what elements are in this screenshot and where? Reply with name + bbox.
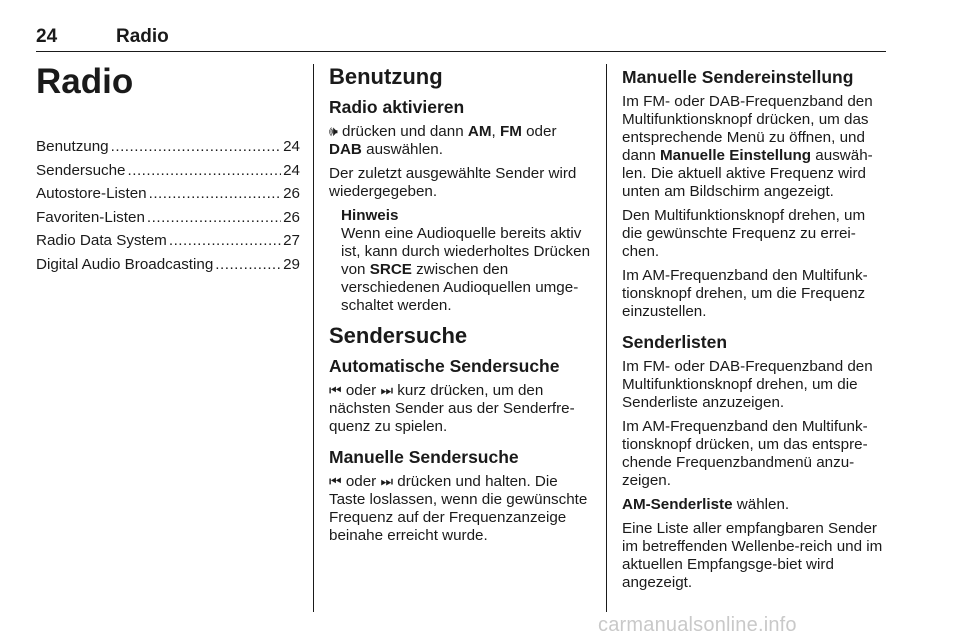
toc-entry-page: 26: [283, 185, 300, 202]
paragraph-am-senderliste: AM-Senderliste wählen.: [622, 496, 790, 513]
skip-back-icon: ⏮: [329, 474, 342, 490]
toc-entry-label: Favoriten-Listen: [36, 208, 145, 226]
toc-entry-label: Autostore-Listen: [36, 185, 147, 202]
toc-entry-label: Digital Audio Broadcasting: [36, 255, 214, 273]
toc-entry-page: 26: [283, 208, 300, 226]
paragraph-frequenz-drehen: Den Multifunktionsknopf drehen, um die gewünschte Frequenz zu errei-chen.: [622, 207, 866, 260]
heading-manuelle-sendersuche: Manuelle Sendersuche: [329, 447, 519, 467]
toc-entry-sendersuche[interactable]: [36, 162, 300, 186]
note-title: Hinweis: [341, 207, 399, 224]
paragraph-radio-aktivieren: 🕪 drücken und dann AM, FM oder DAB auswählen.: [329, 123, 557, 158]
paragraph-automatische-sendersuche: ⏮ oder ⏭ kurz drücken, um den nächsten Sender aus der Senderfre-quenz zu spielen.: [329, 382, 575, 435]
toc-entry-page: 24: [283, 161, 300, 179]
heading-manuelle-sendereinstellung: Manuelle Sendereinstellung: [622, 67, 854, 87]
paragraph-liste-empfangbar: Eine Liste aller empfangbaren Sender im betreffenden Wellenbe-reich und im aktuellen Empfangsge-biet wird angezeigt.: [622, 520, 883, 591]
toc-column: [36, 60, 300, 279]
content-column-3: [622, 60, 887, 598]
header-rule: [36, 51, 886, 52]
heading-senderlisten: Senderlisten: [622, 332, 728, 352]
heading-benutzung: Benutzung: [329, 64, 443, 89]
toc-entry-label: Sendersuche: [36, 161, 126, 179]
toc-entry-dab[interactable]: [36, 256, 300, 280]
column-divider-2: [606, 64, 607, 612]
paragraph-am-frequenz: Im AM-Frequenzband den Multifunk-tionsknopf drehen, um die Frequenz einzustellen.: [622, 267, 868, 320]
toc-entry-label: Benutzung: [36, 138, 109, 155]
paragraph-manuelle-sendersuche: ⏮ oder ⏭ drücken und halten. Die Taste loslassen, wenn die gewünschte Frequenz auf der Frequenzanzeige beinahe erreicht wurde.: [329, 473, 588, 544]
paragraph-manuelle-einstellung: Im FM- oder DAB-Frequenzband den Multifunktionsknopf drücken, um das entsprechende Menü zu öffnen, und dann Manuelle Einstellung auswäh-len. Die aktuell aktive Frequenz wird unten am Bildschirm angezeigt.: [622, 93, 873, 200]
heading-automatische-sendersuche: Automatische Sendersuche: [329, 356, 560, 376]
heading-radio-aktivieren: Radio aktivieren: [329, 97, 465, 117]
toc-entry-label: Radio Data System: [36, 232, 167, 249]
paragraph-senderliste-am: Im AM-Frequenzband den Multifunk-tionsknopf drücken, um das entspre-chende Frequenzbandmenü anzu-zeigen.: [622, 418, 868, 489]
watermark: carmanualsonline.info: [598, 614, 797, 636]
skip-forward-icon: ⏭: [380, 383, 394, 399]
page-number: 24: [36, 26, 58, 47]
skip-back-icon: ⏮: [329, 383, 342, 399]
toc-entry-benutzung[interactable]: [36, 138, 300, 162]
toc-entry-page: 29: [283, 255, 300, 273]
toc-entry-page: 24: [283, 138, 300, 155]
table-of-contents: [36, 138, 300, 279]
note-text: Wenn eine Audioquelle bereits aktiv ist, kann durch wiederholtes Drücken von SRCE zwischen den verschiedenen Audioquellen umge-schaltet werden.: [341, 225, 591, 314]
paragraph-last-station: Der zuletzt ausgewählte Sender wird wiedergegeben.: [329, 165, 577, 200]
note-box: [341, 207, 591, 315]
paragraph-senderliste-fm: Im FM- oder DAB-Frequenzband den Multifunktionsknopf drehen, um die Senderliste anzuzeigen.: [622, 358, 873, 411]
toc-entry-autostore[interactable]: [36, 185, 300, 209]
column-divider-1: [313, 64, 314, 612]
heading-sendersuche: Sendersuche: [329, 323, 468, 348]
toc-entry-rds[interactable]: [36, 232, 300, 256]
chapter-title: Radio: [36, 62, 134, 101]
toc-entry-favoriten[interactable]: [36, 209, 300, 233]
toc-entry-page: 27: [283, 232, 300, 249]
content-column-2: [329, 60, 591, 551]
radio-icon: 🕪: [329, 124, 338, 140]
header-section-title: Radio: [116, 26, 169, 47]
skip-forward-icon: ⏭: [380, 474, 394, 490]
